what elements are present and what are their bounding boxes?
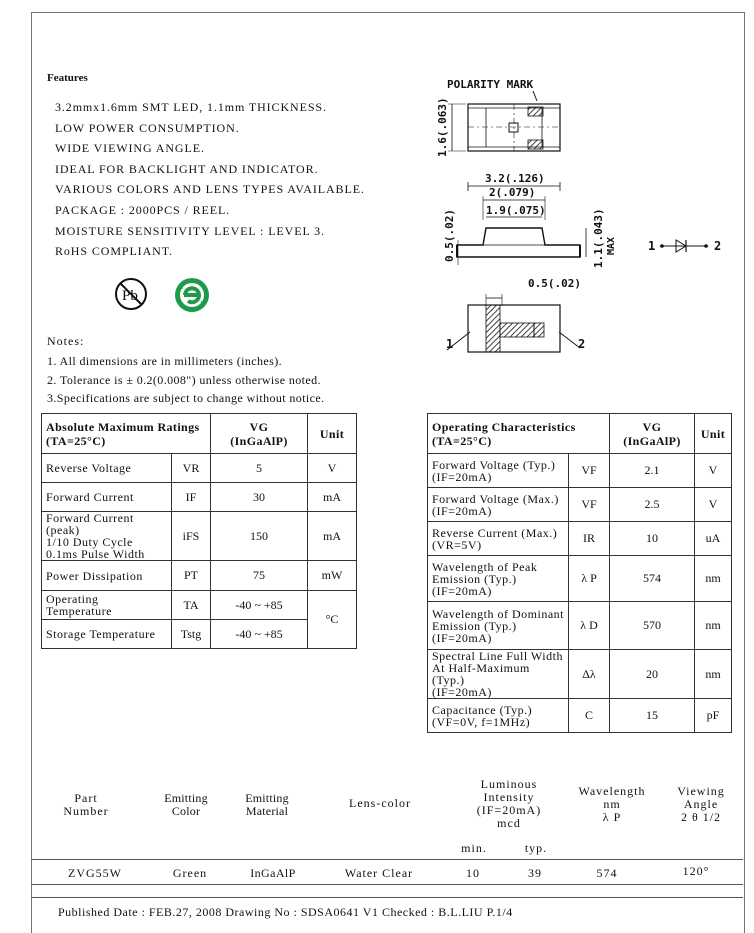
feature-item: VARIOUS COLORS AND LENS TYPES AVAILABLE. xyxy=(55,182,365,197)
symbol-pin2-label: 2 xyxy=(714,239,722,253)
table-row: Capacitance (Typ.) (VF=0V, f=1MHz) C 15 pF xyxy=(428,699,732,733)
feature-item: WIDE VIEWING ANGLE. xyxy=(55,141,205,156)
table-row: Forward Current IF 30 mA xyxy=(42,483,357,512)
min-header: min. xyxy=(461,841,487,855)
feature-item: RoHS COMPLIANT. xyxy=(55,244,173,259)
op-char-header: Operating Characteristics (TA=25°C) xyxy=(428,414,610,454)
abs-max-table xyxy=(41,413,357,649)
part-number-header: Part Number xyxy=(63,791,109,818)
dim-thickness-max-label: MAX xyxy=(606,236,617,255)
op-char-col-vg: VG (InGaAlP) xyxy=(610,414,695,454)
notes-list xyxy=(47,352,325,408)
abs-max-header: Absolute Maximum Ratings (TA=25°C) xyxy=(42,414,211,454)
features-title: Features xyxy=(47,72,88,84)
dim-pad-outer-label: 2(.079) xyxy=(489,186,536,199)
table-row: Operating Temperature TA -40 ~ +85 °C xyxy=(42,591,357,620)
op-char-table xyxy=(427,413,732,733)
side-view-outline xyxy=(457,228,580,257)
pb-free-icon xyxy=(113,276,149,312)
pin1-label: 1 xyxy=(446,337,454,351)
note-item: 1. All dimensions are in millimeters (inches). xyxy=(47,354,283,368)
dim-pad-width-label: 0.5(.02) xyxy=(528,277,581,290)
divider xyxy=(31,884,743,885)
symbol-pin1-label: 1 xyxy=(648,239,656,253)
table-row: Spectral Line Full Width At Half-Maximum (Typ.) (IF=20mA) Δλ 20 nm xyxy=(428,650,732,699)
divider xyxy=(31,897,743,898)
feature-item: LOW POWER CONSUMPTION. xyxy=(55,120,240,135)
footer-info: Published Date : FEB.27, 2008 Drawing No : SDSA0641 V1 Checked : B.L.LIU P.1/4 xyxy=(58,905,513,919)
table-row: Power Dissipation PT 75 mW xyxy=(42,561,357,591)
table-row: Forward Voltage (Max.) (IF=20mA) VF 2.5 V xyxy=(428,488,732,522)
table-row: Storage Temperature Tstg -40 ~ +85 xyxy=(42,620,357,649)
typ-header: typ. xyxy=(524,841,548,855)
feature-item: 3.2mmx1.6mm SMT LED, 1.1mm THICKNESS. xyxy=(55,100,327,114)
feature-item: MOISTURE SENSITIVITY LEVEL : LEVEL 3. xyxy=(55,223,325,238)
wavelength-header: Wavelength nm λ P xyxy=(578,784,646,824)
dim-thickness-label: 1.1(.043) xyxy=(592,208,605,268)
pin2-label: 2 xyxy=(578,337,586,351)
op-char-col-unit: Unit xyxy=(695,414,732,454)
dim-pad-inner-label: 1.9(.075) xyxy=(486,204,546,217)
divider xyxy=(31,859,743,860)
table-row: Forward Current (peak) 1/10 Duty Cycle 0.1ms Pulse Width iFS 150 mA xyxy=(42,512,357,561)
note-item: 3.Specifications are subject to change without notice. xyxy=(47,391,325,406)
svg-text:Pb: Pb xyxy=(122,288,138,304)
features-list xyxy=(55,97,365,262)
table-row: Forward Voltage (Typ.) (IF=20mA) VF 2.1 V xyxy=(428,454,732,488)
table-row: Wavelength of Dominant Emission (Typ.) (IF=20mA) λ D 570 nm xyxy=(428,602,732,650)
table-row: Wavelength of Peak Emission (Typ.) (IF=20mA) λ P 574 nm xyxy=(428,556,732,602)
lens-color-header: Lens-color xyxy=(349,796,411,810)
viewing-angle-header: Viewing Angle 2 θ 1/2 xyxy=(677,784,725,824)
dim-height-label: 1.6(.063) xyxy=(436,97,449,157)
luminous-intensity-header: Luminous Intensity (IF=20mA) mcd xyxy=(476,777,542,830)
polarity-mark-label: POLARITY MARK xyxy=(447,78,534,91)
feature-item: IDEAL FOR BACKLIGHT AND INDICATOR. xyxy=(55,161,319,176)
feature-item: PACKAGE : 2000PCS / REEL. xyxy=(55,202,231,217)
dim-length-label: 3.2(.126) xyxy=(485,172,545,185)
table-row: Reverse Current (Max.) (VR=5V) IR 10 uA xyxy=(428,522,732,556)
emitting-color-header: Emitting Color xyxy=(164,791,208,818)
emitting-material-header: Emitting Material xyxy=(245,791,289,818)
table-row: Reverse Voltage VR 5 V xyxy=(42,454,357,483)
notes-title: Notes: xyxy=(47,334,85,348)
note-item: 2. Tolerance is ± 0.2(0.008") unless otherwise noted. xyxy=(47,372,321,387)
abs-max-col-unit: Unit xyxy=(308,414,357,454)
rohs-e-icon xyxy=(172,275,212,315)
abs-max-col-vg: VG (InGaAlP) xyxy=(211,414,308,454)
package-drawing xyxy=(420,70,730,360)
dim-terminal-label: 0.5(.02) xyxy=(443,209,456,262)
